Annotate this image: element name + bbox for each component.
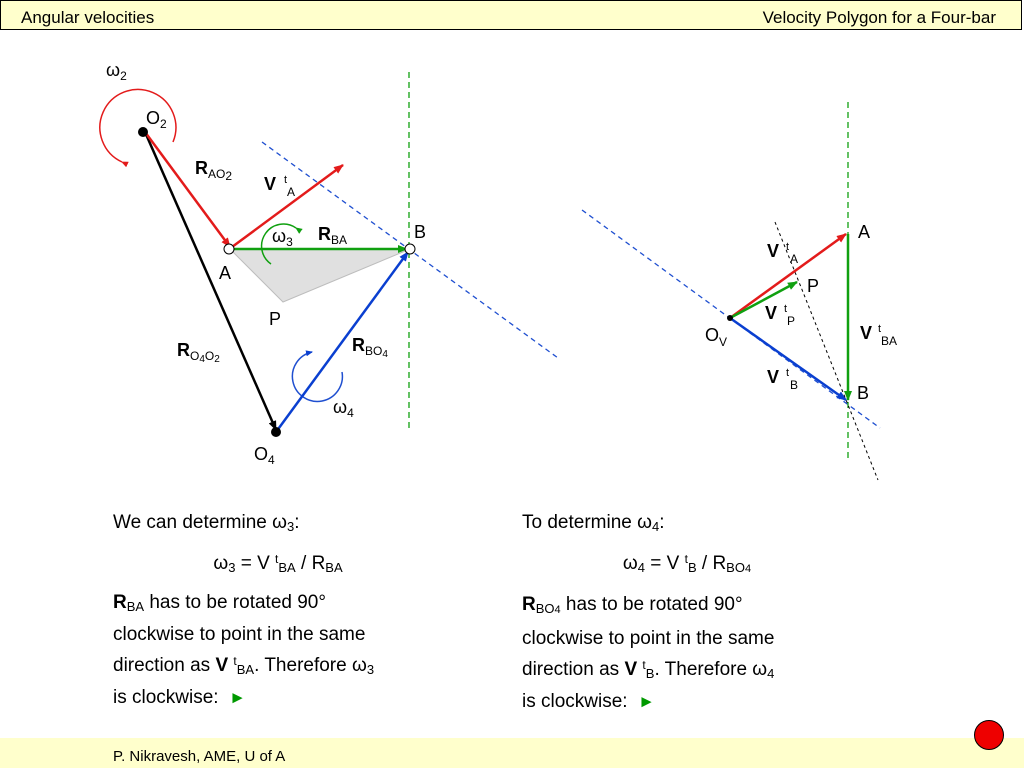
coupler-triangle — [230, 249, 410, 302]
label-Ov: $O_V$ — [705, 325, 728, 349]
label-R-AO2: $R_{AO}2$ — [195, 158, 233, 183]
label-A-left: A — [219, 263, 232, 283]
label-omega2: $\omega_2$ — [106, 60, 127, 83]
label-O4: $O_4$ — [254, 444, 275, 467]
right-heading: To determine $\omega_4$: — [522, 512, 665, 534]
label-P-right: P — [807, 276, 820, 296]
stop-button[interactable] — [974, 720, 1004, 750]
footer-bar — [0, 738, 1024, 768]
right-equation: $\omega_4 = V$ $^t_B / R_{BO4}$ — [622, 551, 752, 575]
header-left-title: Angular velocities — [21, 8, 155, 27]
label-Vt-A-right: VtA — [767, 241, 799, 266]
label-omega3: $\omega_3$ — [272, 226, 293, 249]
origin-Ov — [727, 315, 733, 321]
left-paragraph: $R_{BA}$ has to be rotated 90° clockwise to point in the same direction as V $^t_{BA}$. Therefore $\omega_3$ is clockwise: ► — [113, 592, 375, 708]
header-right-title: Velocity Polygon for a Four-bar — [762, 8, 996, 27]
label-R-BA: $R_{BA}$ — [318, 224, 348, 247]
label-R-O4O2: $R_O4O2$ — [177, 340, 220, 365]
label-A-right: A — [858, 222, 871, 242]
label-O2: $O_2$ — [146, 108, 167, 131]
pin-B — [405, 244, 415, 254]
label-P-left: P — [269, 309, 282, 329]
left-explanation — [113, 509, 443, 711]
label-omega4: $\omega_4$ — [333, 397, 354, 420]
footer-credit: P. Nikravesh, AME, U of A — [113, 748, 286, 765]
label-Vt-P: VtP — [765, 303, 796, 328]
label-B-left: B — [414, 222, 427, 242]
label-Vt-B: VtB — [767, 367, 799, 392]
label-Vt-BA: VtBA — [860, 323, 898, 348]
label-Vt-A-left: VtA — [264, 174, 296, 199]
right-paragraph: $R_{BO4}$ has to be rotated 90° clockwise to point in the same direction as V $^t_B$. Therefore $\omega_4$ is clockwise: ► — [522, 594, 775, 712]
label-B-right: B — [857, 383, 870, 403]
pin-O4 — [271, 427, 281, 437]
left-heading: We can determine $\omega_3$: — [113, 512, 300, 534]
label-R-BO4: $R_{BO}4$ — [352, 335, 388, 360]
left-play-button[interactable]: ► — [229, 687, 246, 707]
pin-O2 — [138, 127, 148, 137]
right-play-button[interactable]: ► — [638, 691, 655, 711]
left-equation: $\omega_3 = V$ $^t_{BA} / R_{BA}$ — [213, 551, 343, 575]
vector-Vt-B — [730, 318, 846, 400]
right-explanation — [522, 509, 852, 715]
pin-A — [224, 244, 234, 254]
